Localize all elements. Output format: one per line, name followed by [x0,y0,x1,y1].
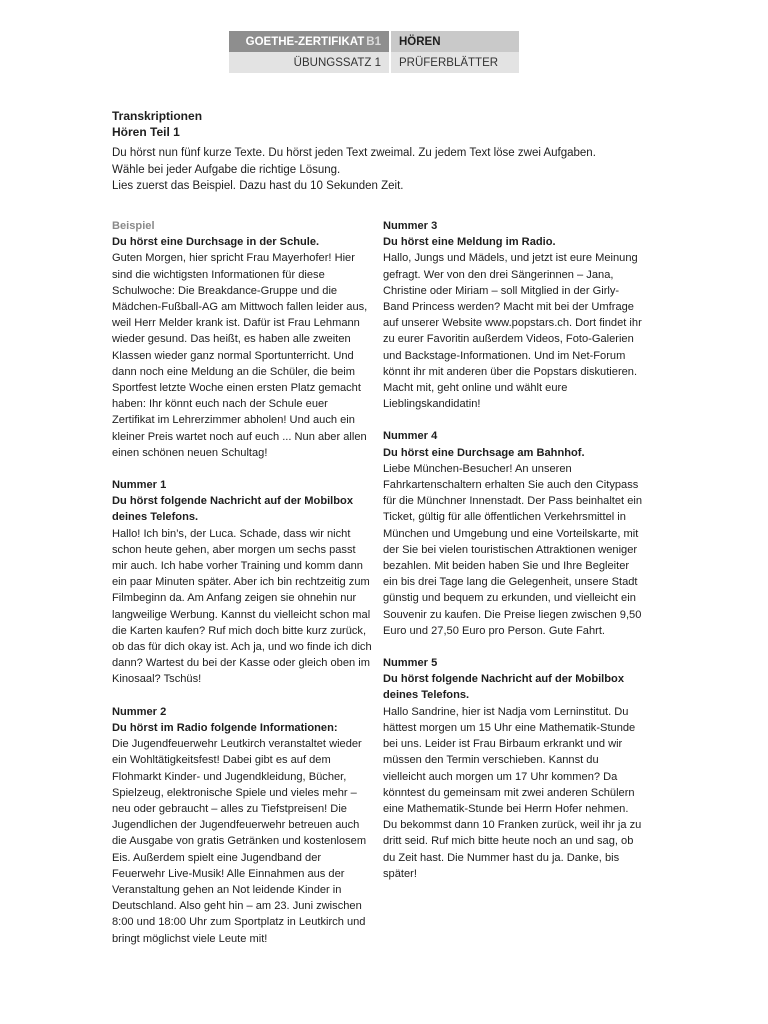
right-column [383,218,643,898]
section-heading: Du hörst folgende Nachricht auf der Mobilbox deines Telefons. [112,495,353,524]
module-cell [389,31,519,52]
section-beispiel [112,218,372,461]
exam-header [229,31,519,73]
instruction-line: Wähle bei jeder Aufgabe die richtige Lösung. [112,163,341,176]
section-text: Liebe München-Besucher! An unseren Fahrkartenschaltern erhalten Sie auch den Citypass für die Münchner Innenstadt. Der Pass beinhaltet ein Ticket, gültig für alle öffentlichen Verkehrsmittel in München und Umgebung und eine Vorteilskarte, mit der Sie bei vielen touristischen Attraktionen weniger bezahlen. Mit beiden haben Sie und Ihre Begleiter ein bis drei Tage lang die Gelegenheit, unsere Stadt günstig und bequem zu erkunden, und vielleicht ein Souvenir zu kaufen. Die Preise liegen zwischen 9,50 Euro und 27,50 Euro pro Person. Gute Fahrt. [383,462,643,637]
section-text: Guten Morgen, hier spricht Frau Mayerhofer! Hier sind die wichtigsten Informationen für diese Schulwoche: Die Breakdance-Gruppe und die Mädchen-Fußball-AG am Mittwoch fallen leider aus, weil Herr Melder krank ist. Dafür ist Frau Lehmann wieder gesund. Das heißt, es haben alle zweiten Klassen wieder ganz normal Sportunterricht. Und dann noch eine Meldung an die Schüler, die beim Sportfest letzte Woche einen ersten Platz gemacht haben: Ihr könnt euch nach der Schule euer Zertifikat im Lehrerzimmer abholen! Und auch ein kleiner Preis wartet noch auf euch ... Nun aber allen einen schönen neuen Schultag! [112,252,368,459]
section-label: Nummer 2 [112,705,167,718]
section-label: Beispiel [112,220,155,232]
page-title-line2: Hören Teil 1 [112,125,180,139]
section-nummer-3 [383,218,643,412]
sheet-type: PRÜFERBLÄTTER [399,56,499,69]
section-text: Hallo, Jungs und Mädels, und jetzt ist eure Meinung gefragt. Wer von den drei Sängerinnen – Jana, Christine oder Miriam – soll Mitglied in der Girly-Band Princess werden? Macht mit bei der Umfrage auf unserer Website www.popstars.ch. Dort findet ihr zu eurer Favoritin außerdem Videos, Foto-Galerien und Backstage-Informationen. Und im Net-Forum könnt ihr mit anderen über die Popstars diskutieren. Macht mit, geht online und wählt eure Lieblingskandidatin! [383,252,642,411]
sheet-cell [389,52,519,73]
module-name: HÖREN [399,35,441,48]
section-nummer-4 [383,428,643,639]
section-heading: Du hörst eine Durchsage am Bahnhof. [383,446,585,459]
header-bottom-row [229,52,519,73]
page-title-line1: Transkriptionen [112,109,203,123]
section-text: Die Jugendfeuerwehr Leutkirch veranstaltet wieder ein Wohltätigkeitsfest! Dabei gibt es auf dem Flohmarkt Kinder- und Jugendkleidung, Bücher, Spielzeug, elektronische Spiele und vieles mehr – neu oder gebraucht – alles zu Tiefstpreisen! Die Jugendlichen der Jugendfeuerwehr betreuen auch die Ausgabe von gratis Getränken und kostenlosem Eis. Außerdem spielt eine Jugendband der Feuerwehr Live-Musik! Alle Einnahmen aus der Veranstaltung gehen an Not leidende Kinder in Deutschland. Also geht hin – am 23. Juni zwischen 8:00 und 18:00 Uhr zum Sportplatz in Leutkirch und bringt möglichst viele Leute mit! [112,738,367,945]
instruction-line: Du hörst nun fünf kurze Texte. Du hörst jeden Text zweimal. Zu jedem Text löse zwei Aufgaben. [112,147,596,159]
instructions [112,145,612,195]
section-text: Hallo Sandrine, hier ist Nadja vom Lerninstitut. Du hättest morgen um 15 Uhr eine Mathematik-Stunde bei uns. Leider ist Frau Birbaum erkrankt und wir müssen den Termin verschieben. Kannst du vielleicht auch morgen um 17 Uhr kommen? Da könntest du gemeinsam mit zwei anderen Schülern eine Mathematik-Stunde bei Herrn Hofer nehmen. Du bekommst dann 10 Franken zurück, weil ihr ja zu dritt seid. Ruf mich bitte heute noch an und sag, ob du Zeit hast. Die Nummer hast du ja. Danke, bis später! [383,705,642,880]
section-label: Nummer 3 [383,220,438,232]
section-label: Nummer 4 [383,430,438,443]
section-nummer-5 [383,655,643,882]
set-cell [229,52,389,73]
page-title [112,108,202,140]
section-heading: Du hörst eine Durchsage in der Schule. [112,236,320,249]
exam-level: B1 [366,35,381,48]
section-heading: Du hörst folgende Nachricht auf der Mobilbox deines Telefons. [383,673,624,702]
exam-name: GOETHE-ZERTIFIKAT [245,35,365,48]
instruction-line: Lies zuerst das Beispiel. Dazu hast du 10 Sekunden Zeit. [112,180,404,192]
practice-set: ÜBUNGSSATZ 1 [293,56,381,69]
section-text: Hallo! Ich bin’s, der Luca. Schade, dass wir nicht schon heute gehen, aber morgen um sechs passt mir auch. Ich habe vorher Training und komm dann ein paar Minuten später. Aber ich bin rechtzeitig zum Filmbeginn da. Am Anfang zeigen sie ohnehin nur langweilige Werbung. Kannst du vielleicht schon mal die Karten kaufen? Ruf mich doch bitte kurz zurück, ob das für dich okay ist. Ach ja, und wo finde ich dich dann? Wartest du bei der Kasse oder gleich oben im Kinosaal? Tschüs! [112,527,372,686]
header-top-row [229,31,519,52]
left-column [112,218,372,963]
section-heading: Du hörst im Radio folgende Informationen: [112,721,338,734]
section-nummer-1 [112,477,372,688]
section-label: Nummer 1 [112,479,167,492]
exam-title-cell [229,31,389,52]
section-label: Nummer 5 [383,657,438,670]
section-heading: Du hörst eine Meldung im Radio. [383,236,556,249]
section-nummer-2 [112,704,372,947]
